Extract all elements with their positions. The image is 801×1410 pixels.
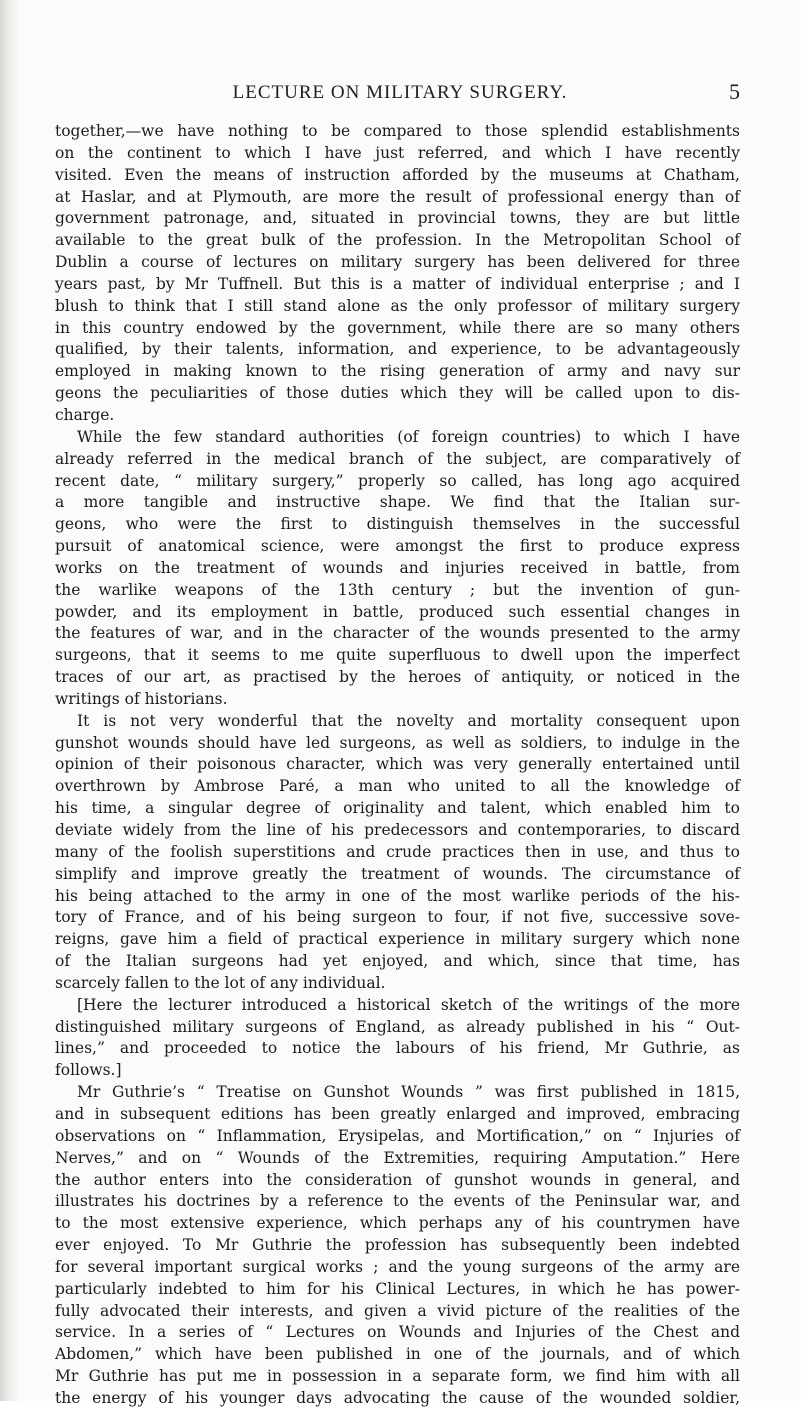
binding-shadow xyxy=(0,0,20,1401)
text-line: traces of our art, as practised by the heroes of antiquity, or noticed in the xyxy=(55,668,740,687)
text-line: the warlike weapons of the 13th century ; but the invention of gun- xyxy=(55,580,740,599)
text-line: Mr Guthrie has put me in possession in a separate form, we find him with all xyxy=(55,1367,740,1386)
text-line: It is not very wonderful that the novelty and mortality consequent upon xyxy=(77,711,740,730)
text-line: his time, a singular degree of originality and talent, which enabled him to xyxy=(55,799,740,818)
text-line: distinguished military surgeons of England, as already published in his “ Out- xyxy=(55,1017,740,1036)
text-line: visited. Even the means of instruction afforded by the museums at Chatham, xyxy=(55,165,740,184)
text-line: available to the great bulk of the profession. In the Metropolitan School of xyxy=(55,231,740,250)
text-line: a more tangible and instructive shape. We find that the Italian sur- xyxy=(55,493,740,512)
text-line: employed in making known to the rising generation of army and navy sur xyxy=(55,362,740,381)
text-line: powder, and its employment in battle, produced such essential changes in xyxy=(55,602,740,621)
text-line: the author enters into the consideration of gunshot wounds in general, and xyxy=(55,1170,740,1189)
text-line: particularly indebted to him for his Clinical Lectures, in which he has power- xyxy=(55,1279,740,1298)
text-line: and in subsequent editions has been greatly enlarged and improved, embracing xyxy=(55,1104,740,1123)
text-line: scarcely fallen to the lot of any individual. xyxy=(55,973,386,992)
text-line: gunshot wounds should have led surgeons, as well as soldiers, to indulge in the xyxy=(55,733,740,752)
text-line: already referred in the medical branch of the subject, are comparatively of xyxy=(55,449,740,468)
text-line: Abdomen,” which have been published in one of the journals, and of which xyxy=(55,1345,740,1364)
running-head xyxy=(60,79,740,112)
text-line: many of the foolish superstitions and crude practices then in use, and thus to xyxy=(55,842,740,861)
text-line: his being attached to the army in one of the most warlike periods of the his- xyxy=(55,886,740,905)
text-line: writings of historians. xyxy=(55,689,228,708)
text-line: overthrown by Ambrose Paré, a man who united to all the knowledge of xyxy=(55,777,740,796)
text-line: on the continent to which I have just referred, and which I have recently xyxy=(55,143,740,162)
text-line: to the most extensive experience, which perhaps any of his countrymen have xyxy=(55,1214,740,1233)
text-line: follows.] xyxy=(55,1061,122,1080)
text-line: of the Italian surgeons had yet enjoyed, and which, since that time, has xyxy=(55,952,740,971)
text-line: Nerves,” and on “ Wounds of the Extremities, requiring Amputation.” Here xyxy=(55,1148,740,1167)
text-line: recent date, “ military surgery,” properly so called, has long ago acquired xyxy=(55,471,740,490)
text-line: the features of war, and in the character of the wounds presented to the army xyxy=(55,624,740,643)
text-line: years past, by Mr Tuffnell. But this is a matter of individual enterprise ; and I xyxy=(55,274,740,293)
text-line: fully advocated their interests, and given a vivid picture of the realities of the xyxy=(55,1301,740,1320)
text-line: illustrates his doctrines by a reference to the events of the Peninsular war, and xyxy=(55,1192,740,1211)
text-line: ever enjoyed. To Mr Guthrie the profession has subsequently been indebted xyxy=(55,1236,740,1255)
text-line: simplify and improve greatly the treatment of wounds. The circumstance of xyxy=(55,864,740,883)
text-line: geons the peculiarities of those duties which they will be called upon to dis- xyxy=(55,384,740,403)
page-header-title: LECTURE ON MILITARY SURGERY. xyxy=(232,82,568,103)
body-text xyxy=(55,121,740,1410)
text-line: surgeons, that it seems to me quite superfluous to dwell upon the imperfect xyxy=(55,646,740,665)
text-line: While the few standard authorities (of foreign countries) to which I have xyxy=(77,427,740,446)
text-line: tory of France, and of his being surgeon to four, if not five, successive sove- xyxy=(55,908,740,927)
text-line: at Haslar, and at Plymouth, are more the result of professional energy than of xyxy=(55,187,740,206)
text-line: the energy of his younger days advocating the cause of the wounded soldier, xyxy=(55,1388,740,1407)
text-line: together,—we have nothing to be compared to those splendid establishments xyxy=(55,122,740,140)
text-line: government patronage, and, situated in provincial towns, they are but little xyxy=(55,209,740,228)
text-line: deviate widely from the line of his predecessors and contemporaries, to discard xyxy=(55,821,740,839)
text-line: in this country endowed by the government, while there are so many others xyxy=(55,318,740,337)
text-line: Mr Guthrie’s “ Treatise on Gunshot Wounds ” was first published in 1815, xyxy=(77,1083,740,1102)
text-line: blush to think that I still stand alone as the only professor of military surgery xyxy=(55,296,740,315)
text-line: geons, who were the first to distinguish themselves in the successful xyxy=(55,515,740,534)
text-line: qualified, by their talents, information, and experience, to be advantageously xyxy=(55,340,740,359)
text-line: service. In a series of “ Lectures on Wounds and Injuries of the Chest and xyxy=(55,1323,740,1342)
text-line: observations on “ Inflammation, Erysipelas, and Mortification,” on “ Injuries of xyxy=(55,1126,740,1145)
text-line: Dublin a course of lectures on military surgery has been delivered for three xyxy=(55,253,740,272)
page-number: 5 xyxy=(729,79,740,104)
text-line: reigns, gave him a field of practical experience in military surgery which none xyxy=(55,930,740,949)
text-line: lines,” and proceeded to notice the labours of his friend, Mr Guthrie, as xyxy=(55,1039,740,1058)
text-line: opinion of their poisonous character, which was very generally entertained until xyxy=(55,755,740,774)
text-line: for several important surgical works ; and the young surgeons of the army are xyxy=(55,1257,740,1276)
text-line: [Here the lecturer introduced a historical sketch of the writings of the more xyxy=(77,995,740,1014)
text-line: pursuit of anatomical science, were amongst the first to produce express xyxy=(55,537,740,556)
text-line: charge. xyxy=(55,405,115,424)
text-line: works on the treatment of wounds and injuries received in battle, from xyxy=(55,558,740,577)
